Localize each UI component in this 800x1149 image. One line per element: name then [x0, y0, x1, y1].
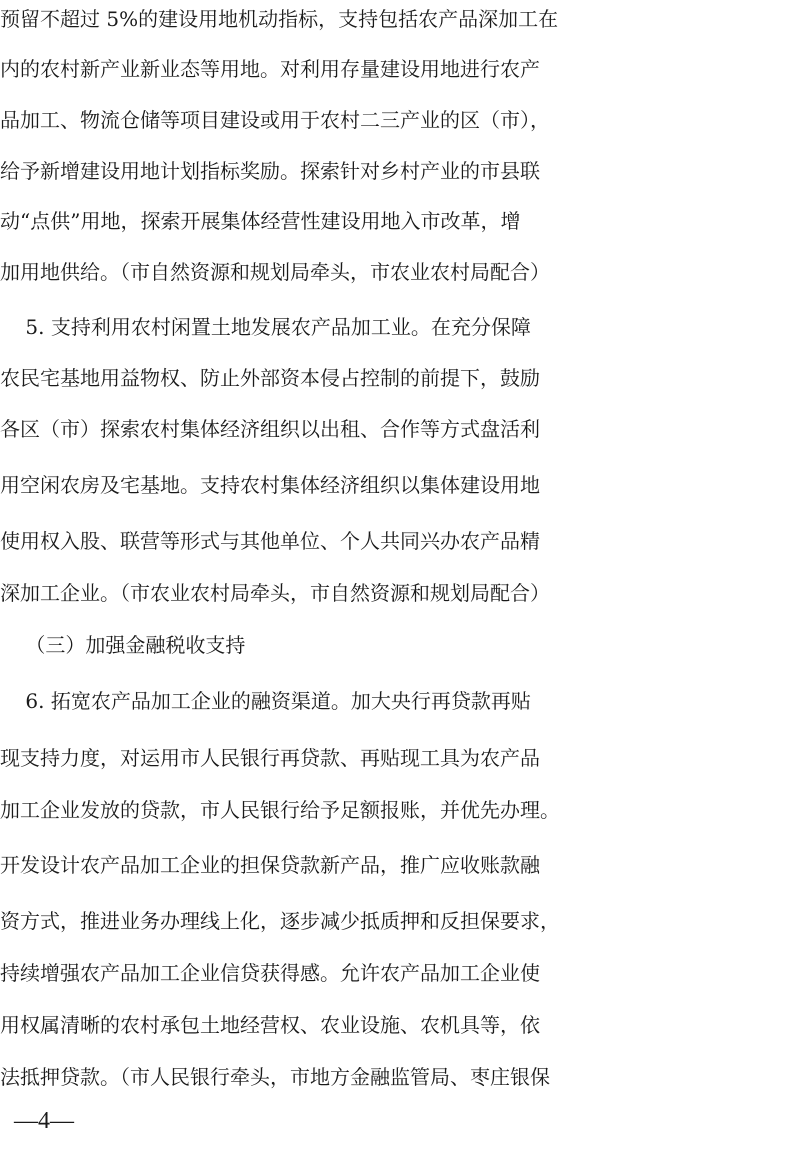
text-line-17: 开发设计农产品加工企业的担保贷款新产品，推广应收账款融	[0, 853, 540, 877]
text-line-8: 农民宅基地用益物权、防止外部资本侵占控制的前提下，鼓励	[0, 366, 540, 390]
text-line-19: 持续增强农产品加工企业信贷获得感。允许农产品加工企业使	[0, 961, 540, 985]
text-line-7: 5. 支持利用农村闲置土地发展农产品加工业。在充分保障	[0, 315, 531, 339]
text-line-18: 资方式，推进业务办理线上化，逐步减少抵质押和反担保要求，	[0, 909, 560, 933]
text-line-11: 使用权入股、联营等形式与其他单位、个人共同兴办农产品精	[0, 529, 540, 553]
text-line-6: 加用地供给。（市自然资源和规划局牵头，市农业农村局配合）	[0, 260, 550, 284]
text-line-15: 现支持力度，对运用市人民银行再贷款、再贴现工具为农产品	[0, 746, 540, 770]
text-line-12: 深加工企业。（市农业农村局牵头，市自然资源和规划局配合）	[0, 581, 550, 605]
text-line-9: 各区（市）探索农村集体经济组织以出租、合作等方式盘活利	[0, 417, 540, 441]
text-line-21: 法抵押贷款。（市人民银行牵头，市地方金融监管局、枣庄银保	[0, 1065, 550, 1089]
text-line-2: 内的农村新产业新业态等用地。对利用存量建设用地进行农产	[0, 57, 540, 81]
text-line-14: 6. 拓宽农产品加工企业的融资渠道。加大央行再贷款再贴	[0, 689, 531, 713]
text-line-5: 动“点供”用地，探索开展集体经营性建设用地入市改革，增	[0, 209, 521, 233]
text-line-4: 给予新增建设用地计划指标奖励。探索针对乡村产业的市县联	[0, 159, 540, 183]
text-line-10: 用空闲农房及宅基地。支持农村集体经济组织以集体建设用地	[0, 473, 540, 497]
text-line-16: 加工企业发放的贷款，市人民银行给予足额报账，并优先办理。	[0, 798, 560, 822]
text-line-3: 品加工、物流仓储等项目建设或用于农村二三产业的区（市），	[0, 108, 550, 132]
section-heading: （三）加强金融税收支持	[0, 633, 246, 657]
text-line-20: 用权属清晰的农村承包土地经营权、农业设施、农机具等，依	[0, 1013, 540, 1037]
page-number: —4—	[14, 1108, 74, 1134]
text-line-1: 预留不超过 5%的建设用地机动指标，支持包括农产品深加工在	[0, 7, 559, 31]
